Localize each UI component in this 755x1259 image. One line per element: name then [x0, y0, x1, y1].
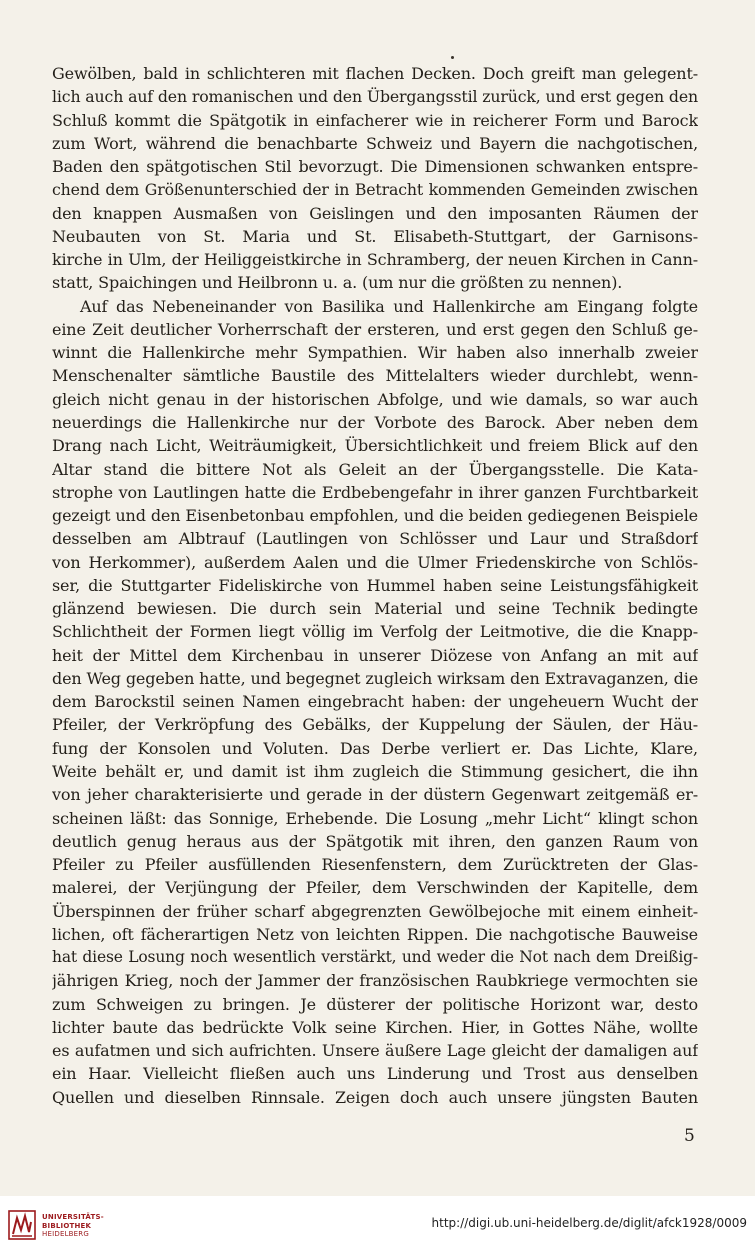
text-line: scheinen läßt: das Sonnige, Erhebende. Die Losung „mehr Licht“ klingt schon — [52, 808, 698, 828]
text-line: desselben am Albtrauf (Lautlingen von Schlösser und Laur und Straßdorf — [52, 529, 698, 549]
logo-line: HEIDELBERG — [42, 1230, 89, 1238]
text-line: Neubauten von St. Maria und St. Elisabeth-Stuttgart, der Garnisons- — [52, 226, 698, 246]
text-line: Schlichtheit der Formen liegt völlig im Verfolg der Leitmotive, die die Knapp- — [52, 622, 698, 642]
text-line: Menschenalter sämtliche Baustile des Mittelalters wieder durchlebt, wenn- — [52, 366, 698, 386]
text-line: dem Barockstil seinen Namen eingebracht haben: der ungeheuern Wucht der — [52, 692, 698, 712]
text-line: statt, Spaichingen und Heilbronn u. a. (um nur die größten zu nennen). — [52, 273, 623, 293]
body-text — [52, 62, 698, 1109]
text-line: Gewölben, bald in schlichteren mit flachen Decken. Doch greift man gelegent- — [52, 64, 698, 83]
logo-line: UNIVERSITÄTS- — [42, 1213, 104, 1221]
text-line: eine Zeit deutlicher Vorherrschaft der ersteren, und erst gegen den Schluß ge- — [52, 319, 698, 339]
text-line: chend dem Größenunterschied der in Betracht kommenden Gemeinden zwischen — [52, 180, 698, 200]
text-line: fung der Konsolen und Voluten. Das Derbe verliert er. Das Lichte, Klare, — [52, 738, 698, 758]
text-line: Baden den spätgotischen Stil bevorzugt. Die Dimensionen schwanken entspre- — [52, 157, 698, 177]
text-line: von jeher charakterisierte und gerade in der düstern Gegenwart zeitgemäß er- — [52, 785, 698, 805]
text-line: zum Schweigen zu bringen. Je düsterer der politische Horizont war, desto — [52, 994, 698, 1014]
text-line: Auf das Nebeneinander von Basilika und Hallenkirche am Eingang folgte — [80, 296, 698, 316]
text-line: hat diese Losung noch wesentlich verstärkt, und weder die Not nach dem Dreißig- — [52, 948, 698, 967]
text-line: es aufatmen und sich aufrichten. Unsere äußere Lage gleicht der damaligen auf — [52, 1041, 698, 1061]
text-line: Drang nach Licht, Weiträumigkeit, Übersichtlichkeit und freiem Blick auf den — [52, 436, 698, 456]
permalink-url[interactable]: http://digi.ub.uni-heidelberg.de/diglit/afck1928/0009 — [431, 1216, 747, 1230]
viewer-footer — [0, 1196, 755, 1259]
text-line: Quellen und dieselben Rinnsale. Zeigen doch auch unsere jüngsten Bauten — [52, 1087, 698, 1107]
text-line: deutlich genug heraus aus der Spätgotik mit ihren, den ganzen Raum von — [52, 831, 698, 851]
text-line: den knappen Ausmaßen von Geislingen und den imposanten Räumen der — [52, 203, 698, 223]
text-line: Weite behält er, und damit ist ihm zugleich die Stimmung gesichert, die ihn — [52, 761, 698, 781]
text-line: Pfeiler, der Verkröpfung des Gebälks, der Kuppelung der Säulen, der Häu- — [52, 715, 698, 735]
text-line: glänzend bewiesen. Die durch sein Material und seine Technik bedingte — [52, 599, 698, 619]
logo-line: BIBLIOTHEK — [42, 1221, 92, 1230]
text-line: von Herkommer), außerdem Aalen und die Ulmer Friedenskirche von Schlös- — [52, 552, 698, 572]
text-line: heit der Mittel dem Kirchenbau in unserer Diözese von Anfang an mit auf — [52, 645, 698, 665]
text-line: ein Haar. Vielleicht fließen auch uns Linderung und Trost aus denselben — [52, 1064, 698, 1084]
text-line: malerei, der Verjüngung der Pfeiler, dem Verschwinden der Kapitelle, dem — [52, 878, 698, 898]
text-line: ser, die Stuttgarter Fideliskirche von Hummel haben seine Leistungsfähigkeit — [52, 575, 698, 595]
text-line: Überspinnen der früher scharf abgegrenzten Gewölbejoche mit einem einheit- — [52, 901, 698, 921]
text-line: Pfeiler zu Pfeiler ausfüllenden Riesenfenstern, dem Zurücktreten der Glas- — [52, 855, 698, 875]
text-line: Altar stand die bittere Not als Geleit an der Übergangsstelle. Die Kata- — [52, 459, 698, 479]
ink-dot — [451, 56, 454, 59]
text-line: lich auch auf den romanischen und den Übergangsstil zurück, und erst gegen den — [52, 87, 698, 107]
text-line: Schluß kommt die Spätgotik in einfacherer wie in reicherer Form und Barock — [52, 110, 698, 130]
text-line: gezeigt und den Eisenbetonbau empfohlen, und die beiden gediegenen Beispiele — [52, 506, 698, 526]
page-number: 5 — [684, 1126, 695, 1146]
university-seal-icon — [8, 1210, 36, 1240]
text-line: winnt die Hallenkirche mehr Sympathien. Wir haben also innerhalb zweier — [52, 343, 698, 363]
text-line: lichter baute das bedrückte Volk seine Kirchen. Hier, in Gottes Nähe, wollte — [52, 1017, 698, 1037]
text-line: zum Wort, während die benachbarte Schweiz und Bayern die nachgotischen, — [52, 133, 698, 153]
text-line: den Weg gegeben hatte, und begegnet zugleich wirksam den Extravaganzen, die — [52, 668, 698, 688]
library-logo-text — [42, 1213, 104, 1239]
text-line: kirche in Ulm, der Heiliggeistkirche in Schramberg, der neuen Kirchen in Cann- — [52, 250, 698, 270]
text-line: strophe von Lautlingen hatte die Erdbebengefahr in ihrer ganzen Furchtbarkeit — [52, 482, 698, 502]
text-line: gleich nicht genau in der historischen Abfolge, und wie damals, so war auch — [52, 389, 698, 409]
text-line: neuerdings die Hallenkirche nur der Vorbote des Barock. Aber neben dem — [52, 412, 698, 432]
text-line: jährigen Krieg, noch der Jammer der französischen Raubkriege vermochten sie — [52, 971, 698, 991]
text-line: lichen, oft fächerartigen Netz von leichten Rippen. Die nachgotische Bauweise — [52, 924, 698, 944]
